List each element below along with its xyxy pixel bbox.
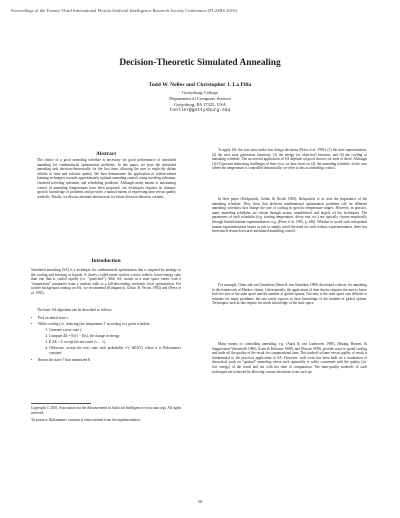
footnote-rule [31,403,91,404]
algorithm-bullet: • Pick an initial state s. [31,316,181,321]
abstract-heading: Abstract [95,151,117,157]
copyright-notice: Copyright © 2010, Association for the Advancement of Artificial Intelligence (www.aaai.org). All rights reserved. [31,406,181,415]
intro-paragraph: The basic SA algorithm can be described as follows: [37,308,113,312]
page-number: 50 [197,499,203,504]
footnote: ¹In practice, Boltzmann's constant is often omitted from the implementation. [31,418,141,422]
algorithm-bullet: • While cooling (i.e. reducing) the temperature T according to a given schedule: [31,322,181,327]
intro-paragraph: Simulated annealing (SA) is a technique for combinatorial optimization that is inspired by analogy to the cooling and freezing of liquids. A slowly cooled metal reaches a more orderly, lower-energy state than one that is cooled rapidly (i.e. "quenched"). With SA, search in a state space varies with a "temperature" parameter from a random walk to a hill-descending stochastic local optimization. For further background reading on SA, we recommend (Kirkpatrick, Gelatt, & Vecchi 1983) and (Press et al. 1992). [31,268,181,295]
abstract-text: The choice of a good annealing schedule is necessary for good performance of simulated annealing for combinatorial optimization problems. In this paper, we pose the simulated annealing task decision-theoretically for the first time, allowing the user to explicitly define utilities of time and solution quality. We then demonstrate the application of reinforcement learning techniques towards approximately optimal annealing control, using traveling salesman, clustered traveling salesman, and scheduling problems. Although many means of automating control of annealing temperatures have been proposed, our techniques requires no domain-specific knowledge of problems and provides a natural means of expressing time versus quality tradeoffs. Finally, we discuss alternate abstractions for future decision-theoretic variants. [37,158,176,199]
paper-title: Decision-Theoretic Simulated Annealing [119,58,281,68]
body-paragraph: Many means of controlling annealing, e.g. (Aarts & van Laarhoven 1985), (Huang, Romeo, & Sangiovanni-Vincentelli 1986), (Lam & Delosme 1988), and (Boyan 1998), provide ways to speed cooling and trade off the quality of the result for computational time. This tradeoff of time versus quality of result is fundamental to the practical application of SA. However, such work has been built on a foundation of theoretical work on "optimal" annealing where such optimality is solely concerned with the quality (i.e. low energy) of the result and not with the time of computation. The time-quality tradeoffs of such techniques are achieved by allowing various deviations from such op- [212,342,367,374]
affiliation-line: Department of Computer Science [169,95,231,101]
algorithm-step: 2. Compute ΔE = E(s') − E(s), the change in energy. [49,334,181,339]
author-email: tneller@gettysburg.edu [169,108,231,114]
algorithm-step: 3. If ΔE < 0, accept the next state (s ← s'). [49,340,181,345]
algorithm-list [31,316,181,362]
introduction-heading: Introduction [91,258,121,264]
body-paragraph: In their paper (Kirkpatrick, Gelatt, & Vecchi 1983), Kirkpatrick et al. note the importance of the annealing schedule. They show that different combinatorial optimization problems call for different annealing schedules that change the rate of cooling in specific temperature ranges. However, in practice, many annealing schedules are chosen through arcane, unpublished, and largely ad hoc techniques. The parameters of such schedules (e.g. starting temperature, decay rate, etc.) are typically chosen empirically through limited human experimentation, e.g. (Press et al. 1992, p. 446). Whether to avoid such suboptimal human experimentation biases or just to simply avoid the need for such tedious experimentation, there has been much research towards automated annealing control. [212,197,367,234]
algorithm-step: 1. Generate a next state s'. [49,328,181,333]
author-names: Todd W. Neller and Christopher J. La Pilla [148,82,252,88]
author-block [0,82,400,115]
body-paragraph: To apply SA, the user must make four design decisions (Press et al. 1992): (1) the state representation, (2) the next state generation functions, (3) the energy (or objective) function, and (4) the cooling or annealing schedule. The successful application of SA depends on good choices for each of these. Although (1)-(3) present interesting challenges of their own, we here focus on (4), the annealing schedule. In the case where the temperature is controlled dynamically, we refer to this as annealing control. [212,148,367,171]
proceedings-header: Proceedings of the Twenty-Third International Florida Artificial Intelligence Research Society Conference (FLAIRS 2010) [11,8,237,13]
algorithm-step: 4. Otherwise, accept the next state with probability e^(−ΔE/kT), where k is Boltzmann's constant¹. [49,346,181,355]
body-paragraph: For example, Otten and van Ginneken (Otten & van Ginneken 1989) developed a theory for annealing in the framework of Markov chains. Unfortunately, the application of their theory requires the user to know both the size of the state space and the number of global optima. Not only is the state space size difficult to estimate for many problems, but one rarely expects to have knowledge of the number of global optima. Techniques such as this require too much knowledge of the state space. [212,283,367,306]
affiliation-line: Gettysburg, PA 17325, USA [174,102,226,108]
author-affiliation [0,90,400,115]
algorithm-bullet: • Return the state s* that minimized E. [31,358,181,363]
affiliation-line: Gettysburg College [182,89,218,95]
